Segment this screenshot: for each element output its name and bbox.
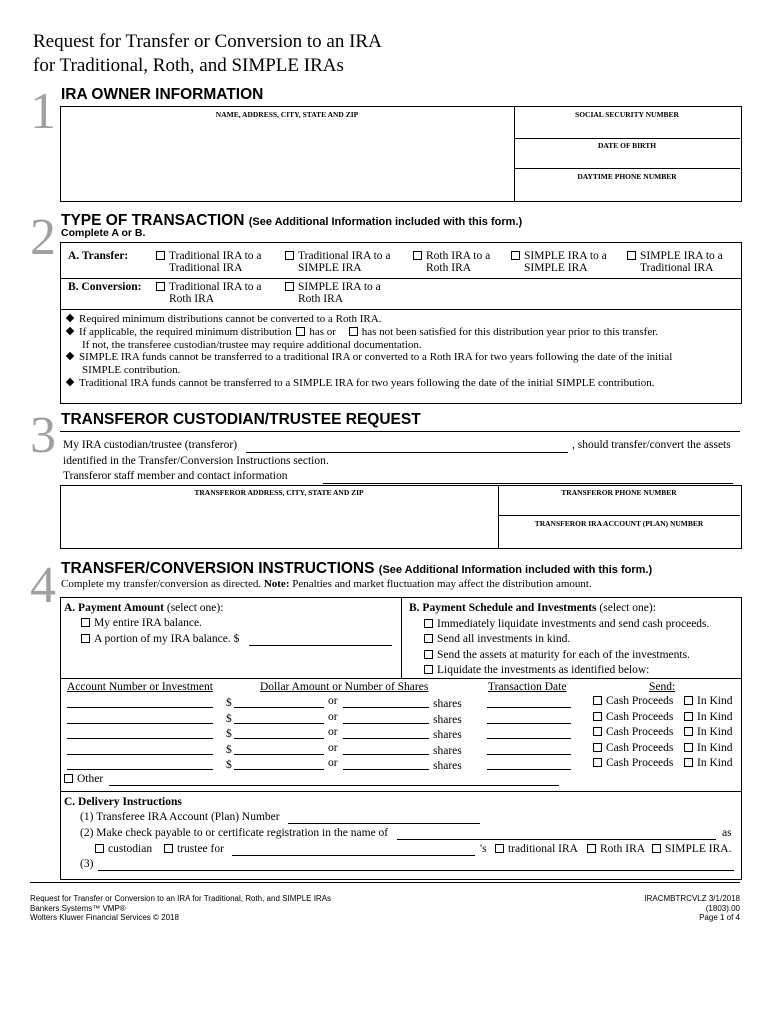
transferor-line1-a: My IRA custodian/trustee (transferor) [63,439,238,451]
transferor-name-field[interactable] [246,452,568,453]
transferor-phone-field[interactable] [499,515,740,516]
footer-page-number: Page 1 of 4 [699,913,740,922]
checkbox[interactable] [684,758,693,767]
shares-field[interactable] [343,728,429,739]
note-text: If applicable, the required minimum distribution [79,325,292,338]
account-field[interactable] [67,713,213,724]
other-field[interactable] [109,785,559,786]
transferor-line2: identified in the Transfer/Conversion Instructions section. [63,455,329,467]
or-text: or [328,726,338,738]
transaction-divider-1 [60,278,741,279]
option-label: Traditional IRA [640,262,714,274]
transfer-label: A. Transfer: [68,250,129,262]
option-label: Cash Proceeds [606,726,674,738]
checkbox[interactable] [511,251,520,260]
ssn-field[interactable] [515,138,740,139]
option-label: Roth IRA [600,843,646,855]
option-label: traditional IRA [508,843,578,855]
or-text: or [328,757,338,769]
transferor-account-label: TRANSFEROR IRA ACCOUNT (PLAN) NUMBER [534,519,704,528]
section-1-heading: IRA OWNER INFORMATION [61,86,264,103]
shares-field[interactable] [343,713,429,724]
in-kind-option[interactable] [684,695,732,707]
option-label: In Kind [697,741,733,754]
payment-amount-title [64,602,223,614]
footer-left [30,894,331,923]
form-title [33,30,382,78]
title-text: B. Payment Schedule and Investments [409,602,597,614]
shares-field[interactable] [343,744,429,755]
rmd-has-checkbox[interactable] [296,327,305,336]
option-label: Roth IRA to a [426,250,491,262]
footer-rule [30,882,740,883]
cash-proceeds-option[interactable] [593,742,673,754]
checkbox[interactable] [593,712,602,721]
sub-text: Penalties and market fluctuation may affect the distribution amount. [292,578,592,590]
col-header-account: Account Number or Investment [67,681,213,693]
sub-text: Complete my transfer/conversion as directed. [61,578,262,590]
amount-field[interactable] [234,713,324,724]
or-text: or [328,741,338,754]
section-4-heading-note: (See Additional Information included with this form.) [378,564,653,576]
transferor-contact-field[interactable] [323,483,733,484]
option-label: SIMPLE IRA [298,262,362,274]
note-3-cont: SIMPLE contribution. [82,364,181,377]
checkbox[interactable] [627,251,636,260]
section-4-heading-row [61,560,652,578]
option-label: In Kind [697,757,733,769]
checkbox[interactable] [285,282,294,291]
shares-text: shares [433,713,462,726]
transferor-phone-label: TRANSFEROR PHONE NUMBER [561,488,677,497]
trustee-option[interactable] [164,843,224,855]
amount-field[interactable] [234,728,324,739]
bullet-diamond-icon [66,352,74,360]
possessive-text: 's [480,843,487,855]
schedule-liquidate-send-cash[interactable] [424,617,709,632]
table-row [0,695,770,711]
dob-field[interactable] [515,168,740,169]
conversion-label: B. Conversion: [68,281,142,293]
instructions-divider-vertical [401,597,402,679]
section-2-subheading: Complete A or B. [61,227,146,239]
footer-vendor: Bankers Systems™ VMP® [30,903,126,913]
form-title-line1: Request for Transfer or Conversion to an IRA [33,31,382,52]
footer-right [560,894,740,923]
phone-field[interactable] [515,182,740,199]
bullet-diamond-icon [66,327,74,335]
col-header-amount: Dollar Amount or Number of Shares [260,681,429,693]
checkbox[interactable] [684,743,693,752]
title-sub: (select one): [166,602,224,614]
checkbox[interactable] [652,844,661,853]
section-3-rule [60,431,740,432]
amount-field[interactable] [234,697,324,708]
cash-proceeds-option[interactable] [593,695,673,707]
dollar-sign: $ [226,743,232,756]
checkbox[interactable] [593,743,602,752]
account-field[interactable] [67,744,213,755]
dollar-sign: $ [226,728,232,740]
note-1 [67,313,735,326]
option-label: Traditional IRA to a [169,250,262,262]
payment-entire-option[interactable] [81,617,202,629]
option-label: My entire IRA balance. [94,617,202,629]
checkbox[interactable] [64,774,73,783]
transferor-account-field[interactable] [499,529,740,546]
option-label: In Kind [697,710,733,723]
amount-field[interactable] [234,744,324,755]
section-4-number: 4 [30,557,56,614]
in-kind-option[interactable] [684,757,732,769]
transaction-divider-2 [60,309,741,310]
date-field[interactable] [487,713,571,724]
delivery-traditional-option[interactable] [495,843,578,855]
table-row [0,757,770,773]
option-label: custodian [108,843,153,855]
in-kind-option[interactable] [684,742,732,754]
owner-name-label: NAME, ADDRESS, CITY, STATE AND ZIP [215,110,359,119]
title-text: A. Payment Amount [64,602,164,614]
note-text: has not been satisfied for this distribution year prior to this transfer. [361,325,659,338]
delivery-line-2: (2) Make check payable to or certificate registration in the name of [80,827,389,839]
checkbox[interactable] [164,844,173,853]
delivery-simple-option[interactable] [652,843,731,855]
transfer-option-trad-simple[interactable] [285,250,410,274]
date-field[interactable] [487,759,571,770]
payable-name-field[interactable] [397,839,716,840]
option-label: Traditional IRA to a [298,250,391,262]
checkbox[interactable] [684,696,693,705]
transferor-line3: Transferor staff member and contact information [63,470,288,482]
checkbox[interactable] [593,727,602,736]
delivery-as-text: as [722,827,732,839]
date-field[interactable] [487,744,571,755]
checkbox[interactable] [495,844,504,853]
option-label: Traditional IRA to a [169,281,262,293]
dollar-sign: $ [226,759,232,771]
section-4-subheading [61,578,592,590]
account-field[interactable] [67,759,213,770]
delivery-roth-option[interactable] [587,843,645,855]
phone-label: DAYTIME PHONE NUMBER [577,172,677,181]
transferor-line1-b: , should transfer/convert the assets [572,439,731,451]
dollar-sign: $ [226,712,232,725]
section-4-heading: TRANSFER/CONVERSION INSTRUCTIONS [61,560,375,577]
note-text: has or [309,325,336,338]
rmd-has-not-checkbox[interactable] [349,327,358,336]
note-2 [67,326,735,339]
trustee-for-field[interactable] [232,855,475,856]
shares-text: shares [433,744,462,757]
payment-portion-option[interactable] [81,633,239,645]
col-header-date: Transaction Date [488,681,567,693]
delivery-title: C. Delivery Instructions [64,796,182,808]
checkbox[interactable] [413,251,422,260]
option-label: trustee for [177,843,224,855]
footer-form-title: Request for Transfer or Conversion to an IRA for Traditional, Roth, and SIMPLE IRAs [30,894,332,903]
option-label: Cash Proceeds [606,710,674,723]
checkbox[interactable] [285,251,294,260]
other-option[interactable] [64,773,103,785]
schedule-liquidate-identified[interactable] [424,663,709,678]
shares-field[interactable] [343,697,429,708]
payment-schedule-title [409,602,656,614]
note-3 [67,351,735,364]
checkbox[interactable] [593,758,602,767]
account-field[interactable] [67,728,213,739]
section-3-heading: TRANSFEROR CUSTODIAN/TRUSTEE REQUEST [61,411,421,428]
option-label: Other [77,773,104,785]
option-label: SIMPLE IRA [524,262,588,274]
cash-proceeds-option[interactable] [593,757,673,769]
or-text: or [328,695,338,707]
bullet-diamond-icon [66,378,74,386]
delivery-line-3: (3) [80,858,94,870]
checkbox[interactable] [424,619,433,628]
shares-field[interactable] [343,759,429,770]
delivery-line-1: (1) Transferee IRA Account (Plan) Number [80,811,280,823]
checkbox[interactable] [587,844,596,853]
conversion-option-trad-roth[interactable] [156,281,281,305]
or-text: or [328,710,338,723]
option-label: Cash Proceeds [606,757,674,769]
checkbox[interactable] [424,650,433,659]
option-label: SIMPLE IRA to a [640,250,723,262]
option-label: SIMPLE IRA to a [524,250,607,262]
option-label: Cash Proceeds [606,695,674,707]
table-row [0,742,770,758]
note-text: Required minimum distributions cannot be converted to a Roth IRA. [79,313,382,325]
checkbox[interactable] [81,634,90,643]
option-label: Send the assets at maturity for each of the investments. [437,648,690,661]
option-label: Cash Proceeds [606,741,674,754]
transferor-address-label: TRANSFEROR ADDRESS, CITY, STATE AND ZIP [194,488,364,497]
cash-proceeds-option[interactable] [593,726,673,738]
option-label: Liquidate the investments as identified below: [437,663,650,676]
shares-text: shares [433,698,462,710]
checkbox[interactable] [81,618,90,627]
table-row [0,726,770,742]
dob-label: DATE OF BIRTH [597,141,657,150]
option-label: Send all investments in kind. [437,633,571,646]
date-field[interactable] [487,728,571,739]
payment-schedule-options [424,617,709,678]
bullet-diamond-icon [66,314,74,322]
transfer-option-simple-trad[interactable] [627,250,739,274]
in-kind-option[interactable] [684,726,732,738]
transaction-notes [67,313,735,390]
account-field[interactable] [67,697,213,708]
option-label: SIMPLE IRA to a [298,281,381,293]
custodian-option[interactable] [95,843,152,855]
footer-copyright: Wolters Kluwer Financial Services © 2018 [30,913,179,922]
option-label: In Kind [697,695,733,707]
option-label: Roth IRA [169,293,215,305]
amount-field[interactable] [234,759,324,770]
checkbox[interactable] [593,696,602,705]
in-kind-option[interactable] [684,711,732,723]
option-label: A portion of my IRA balance. $ [94,633,240,645]
transfer-option-roth-roth[interactable] [413,250,513,274]
transferor-address-field[interactable] [62,499,496,545]
title-sub: (select one): [599,602,656,614]
transferee-account-field[interactable] [288,823,480,824]
portion-amount-field[interactable] [249,645,392,646]
date-field[interactable] [487,697,571,708]
checkbox[interactable] [424,665,433,674]
table-row [0,711,770,727]
checkbox[interactable] [95,844,104,853]
col-header-send: Send: [649,681,676,693]
transfer-option-trad-trad[interactable] [156,250,281,274]
section-2-heading-note: (See Additional Information included with this form.) [248,216,523,228]
option-label: In Kind [697,726,733,738]
note-text: SIMPLE IRA funds cannot be transferred to a traditional IRA or converted to a Roth IRA for two years following the date of the initial [79,351,673,364]
option-label: SIMPLE IRA. [665,843,732,855]
delivery-other-field[interactable] [98,870,734,871]
footer-revision: (1803).00 [705,903,740,913]
footer-form-code: IRACMBTRCVLZ 3/1/2018 [644,894,740,903]
ssn-label: SOCIAL SECURITY NUMBER [575,110,679,119]
shares-text: shares [433,729,462,741]
sub-note-label: Note: [263,578,290,590]
instructions-divider-2 [60,791,741,792]
shares-text: shares [433,760,462,772]
checkbox[interactable] [156,282,165,291]
option-label: Roth IRA [298,293,344,305]
schedule-send-in-kind[interactable] [424,632,709,647]
checkbox[interactable] [684,727,693,736]
section-2-number: 2 [30,209,56,266]
section-1-number: 1 [30,83,56,140]
option-label: Immediately liquidate investments and send cash proceeds. [437,618,710,630]
option-label: Traditional IRA [169,262,243,274]
checkbox[interactable] [424,634,433,643]
owner-name-field[interactable] [62,122,512,198]
transfer-option-simple-simple[interactable] [511,250,626,274]
conversion-option-simple-roth[interactable] [285,281,410,305]
note-4 [67,377,735,390]
note-text: Traditional IRA funds cannot be transferred to a SIMPLE IRA for two years following the date of the initial SIMPLE contribution. [79,376,655,389]
note-2-cont: If not, the transferee custodian/trustee may require additional documentation. [82,338,422,351]
cash-proceeds-option[interactable] [593,711,673,723]
option-label: Roth IRA [426,262,472,274]
checkbox[interactable] [156,251,165,260]
dollar-sign: $ [226,697,232,709]
checkbox[interactable] [684,712,693,721]
section-2-heading: TYPE OF TRANSACTION [61,212,245,229]
form-title-line2: for Traditional, Roth, and SIMPLE IRAs [33,55,344,76]
section-3-number: 3 [30,407,56,464]
schedule-send-at-maturity[interactable] [424,648,709,663]
